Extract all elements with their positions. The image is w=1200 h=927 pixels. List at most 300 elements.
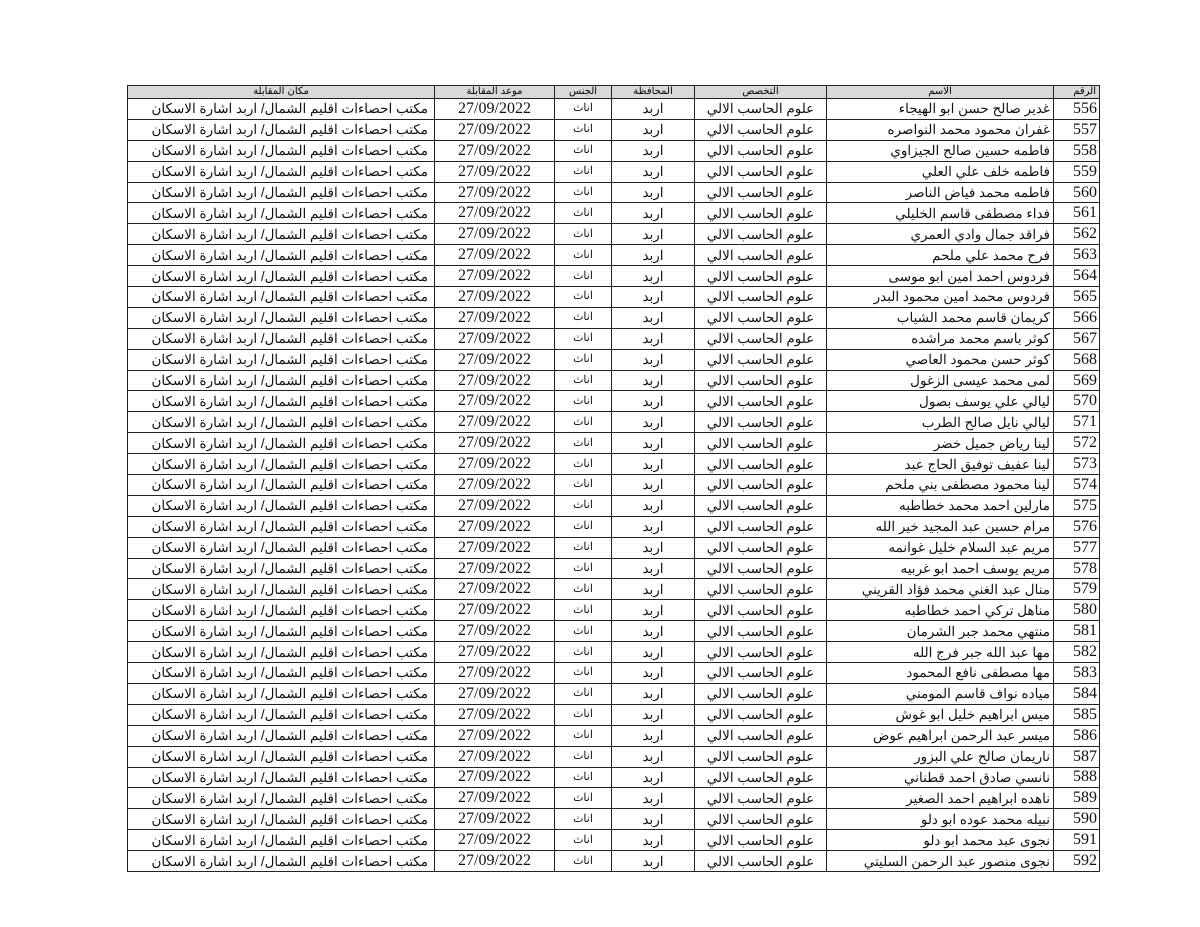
table-row (128, 495, 1100, 516)
cell-gender: اناث (555, 495, 612, 516)
cell-gender: اناث (555, 266, 612, 287)
cell-num: 588 (1054, 767, 1100, 788)
cell-date: 27/09/2022 (435, 683, 555, 704)
table-row (128, 663, 1100, 684)
cell-num: 557 (1054, 119, 1100, 140)
cell-place: مكتب احصاءات اقليم الشمال/ اربد اشارة الاسكان (128, 224, 435, 245)
cell-num: 577 (1054, 537, 1100, 558)
cell-date: 27/09/2022 (435, 119, 555, 140)
cell-governorate: اربد (612, 307, 695, 328)
cell-governorate: اربد (612, 224, 695, 245)
table-row (128, 537, 1100, 558)
table-row (128, 621, 1100, 642)
table-row (128, 746, 1100, 767)
cell-specialty: علوم الحاسب الالي (695, 600, 827, 621)
cell-governorate: اربد (612, 266, 695, 287)
table-row (128, 266, 1100, 287)
cell-name: فراقد جمال وادي العمري (827, 224, 1054, 245)
cell-num: 579 (1054, 579, 1100, 600)
table-row (128, 99, 1100, 120)
cell-num: 587 (1054, 746, 1100, 767)
cell-governorate: اربد (612, 140, 695, 161)
table-row (128, 287, 1100, 308)
cell-date: 27/09/2022 (435, 391, 555, 412)
cell-specialty: علوم الحاسب الالي (695, 704, 827, 725)
table-row (128, 600, 1100, 621)
cell-place: مكتب احصاءات اقليم الشمال/ اربد اشارة الاسكان (128, 495, 435, 516)
cell-gender: اناث (555, 182, 612, 203)
cell-num: 563 (1054, 245, 1100, 266)
table-row (128, 725, 1100, 746)
cell-name: منال عبد الغني محمد فؤاد القريني (827, 579, 1054, 600)
cell-specialty: علوم الحاسب الالي (695, 224, 827, 245)
cell-governorate: اربد (612, 412, 695, 433)
cell-num: 569 (1054, 370, 1100, 391)
cell-place: مكتب احصاءات اقليم الشمال/ اربد اشارة الاسكان (128, 788, 435, 809)
cell-date: 27/09/2022 (435, 287, 555, 308)
cell-place: مكتب احصاءات اقليم الشمال/ اربد اشارة الاسكان (128, 307, 435, 328)
cell-specialty: علوم الحاسب الالي (695, 537, 827, 558)
table-row (128, 412, 1100, 433)
cell-date: 27/09/2022 (435, 851, 555, 872)
cell-name: لينا محمود مصطفى بني ملحم (827, 475, 1054, 496)
header-row (128, 86, 1100, 99)
cell-date: 27/09/2022 (435, 454, 555, 475)
cell-specialty: علوم الحاسب الالي (695, 683, 827, 704)
cell-specialty: علوم الحاسب الالي (695, 433, 827, 454)
cell-num: 580 (1054, 600, 1100, 621)
cell-governorate: اربد (612, 537, 695, 558)
table-row (128, 642, 1100, 663)
cell-num: 589 (1054, 788, 1100, 809)
cell-name: غدير صالح حسن ابو الهيجاء (827, 99, 1054, 120)
cell-governorate: اربد (612, 704, 695, 725)
cell-name: لينا عفيف توفيق الحاج عبد (827, 454, 1054, 475)
cell-specialty: علوم الحاسب الالي (695, 830, 827, 851)
cell-gender: اناث (555, 516, 612, 537)
cell-name: مها مصطفى نافع المحمود (827, 663, 1054, 684)
cell-specialty: علوم الحاسب الالي (695, 99, 827, 120)
cell-date: 27/09/2022 (435, 642, 555, 663)
cell-specialty: علوم الحاسب الالي (695, 454, 827, 475)
cell-governorate: اربد (612, 516, 695, 537)
header-place: مكان المقابلة (128, 86, 435, 99)
cell-specialty: علوم الحاسب الالي (695, 182, 827, 203)
cell-place: مكتب احصاءات اقليم الشمال/ اربد اشارة الاسكان (128, 746, 435, 767)
cell-num: 570 (1054, 391, 1100, 412)
cell-place: مكتب احصاءات اقليم الشمال/ اربد اشارة الاسكان (128, 140, 435, 161)
cell-date: 27/09/2022 (435, 579, 555, 600)
cell-num: 576 (1054, 516, 1100, 537)
cell-date: 27/09/2022 (435, 537, 555, 558)
cell-name: كوثر باسم محمد مراشده (827, 328, 1054, 349)
cell-num: 561 (1054, 203, 1100, 224)
cell-name: فاطمه حسين صالح الجيزاوي (827, 140, 1054, 161)
cell-place: مكتب احصاءات اقليم الشمال/ اربد اشارة الاسكان (128, 475, 435, 496)
cell-governorate: اربد (612, 161, 695, 182)
cell-governorate: اربد (612, 328, 695, 349)
cell-governorate: اربد (612, 746, 695, 767)
cell-specialty: علوم الحاسب الالي (695, 245, 827, 266)
table-row (128, 433, 1100, 454)
cell-gender: اناث (555, 349, 612, 370)
cell-date: 27/09/2022 (435, 495, 555, 516)
cell-date: 27/09/2022 (435, 328, 555, 349)
cell-governorate: اربد (612, 558, 695, 579)
cell-governorate: اربد (612, 767, 695, 788)
table-row (128, 245, 1100, 266)
table-row (128, 328, 1100, 349)
cell-specialty: علوم الحاسب الالي (695, 579, 827, 600)
cell-num: 583 (1054, 663, 1100, 684)
cell-num: 556 (1054, 99, 1100, 120)
cell-name: ليالي علي يوسف بصول (827, 391, 1054, 412)
cell-date: 27/09/2022 (435, 266, 555, 287)
cell-name: مرام حسين عبد المجيد خير الله (827, 516, 1054, 537)
header-num: الرقم (1054, 86, 1100, 99)
cell-name: فاطمه خلف علي العلي (827, 161, 1054, 182)
header-name: الاسم (827, 86, 1054, 99)
table-row (128, 203, 1100, 224)
header-date: موعد المقابلة (435, 86, 555, 99)
cell-governorate: اربد (612, 433, 695, 454)
cell-date: 27/09/2022 (435, 809, 555, 830)
cell-governorate: اربد (612, 119, 695, 140)
cell-date: 27/09/2022 (435, 516, 555, 537)
cell-date: 27/09/2022 (435, 558, 555, 579)
cell-num: 558 (1054, 140, 1100, 161)
cell-specialty: علوم الحاسب الالي (695, 809, 827, 830)
cell-num: 559 (1054, 161, 1100, 182)
cell-name: مها عبد الله جبر فرج الله (827, 642, 1054, 663)
cell-date: 27/09/2022 (435, 412, 555, 433)
cell-governorate: اربد (612, 579, 695, 600)
cell-name: مريم يوسف احمد ابو غربيه (827, 558, 1054, 579)
cell-specialty: علوم الحاسب الالي (695, 495, 827, 516)
cell-governorate: اربد (612, 182, 695, 203)
cell-governorate: اربد (612, 475, 695, 496)
cell-specialty: علوم الحاسب الالي (695, 140, 827, 161)
cell-gender: اناث (555, 809, 612, 830)
cell-governorate: اربد (612, 245, 695, 266)
cell-name: غفران محمود محمد النواصره (827, 119, 1054, 140)
cell-date: 27/09/2022 (435, 182, 555, 203)
cell-gender: اناث (555, 287, 612, 308)
cell-name: نبيله محمد عوده ابو دلو (827, 809, 1054, 830)
table-row (128, 224, 1100, 245)
cell-gender: اناث (555, 475, 612, 496)
table-row (128, 683, 1100, 704)
header-specialty: التخصص (695, 86, 827, 99)
cell-place: مكتب احصاءات اقليم الشمال/ اربد اشارة الاسكان (128, 600, 435, 621)
cell-specialty: علوم الحاسب الالي (695, 328, 827, 349)
cell-name: مناهل تركي احمد خطاطبه (827, 600, 1054, 621)
cell-num: 581 (1054, 621, 1100, 642)
cell-specialty: علوم الحاسب الالي (695, 370, 827, 391)
cell-governorate: اربد (612, 287, 695, 308)
cell-date: 27/09/2022 (435, 140, 555, 161)
cell-place: مكتب احصاءات اقليم الشمال/ اربد اشارة الاسكان (128, 370, 435, 391)
cell-place: مكتب احصاءات اقليم الشمال/ اربد اشارة الاسكان (128, 830, 435, 851)
cell-date: 27/09/2022 (435, 767, 555, 788)
cell-num: 574 (1054, 475, 1100, 496)
cell-governorate: اربد (612, 203, 695, 224)
cell-governorate: اربد (612, 725, 695, 746)
cell-num: 582 (1054, 642, 1100, 663)
cell-place: مكتب احصاءات اقليم الشمال/ اربد اشارة الاسكان (128, 516, 435, 537)
cell-num: 560 (1054, 182, 1100, 203)
cell-num: 568 (1054, 349, 1100, 370)
cell-num: 567 (1054, 328, 1100, 349)
table-row (128, 809, 1100, 830)
cell-name: ميسر عبد الرحمن ابراهيم عوض (827, 725, 1054, 746)
table-row (128, 579, 1100, 600)
cell-gender: اناث (555, 99, 612, 120)
cell-gender: اناث (555, 725, 612, 746)
table-row (128, 475, 1100, 496)
cell-date: 27/09/2022 (435, 746, 555, 767)
interview-schedule-table (127, 85, 1100, 872)
cell-num: 575 (1054, 495, 1100, 516)
cell-date: 27/09/2022 (435, 475, 555, 496)
cell-gender: اناث (555, 704, 612, 725)
cell-gender: اناث (555, 245, 612, 266)
cell-governorate: اربد (612, 851, 695, 872)
cell-num: 585 (1054, 704, 1100, 725)
cell-place: مكتب احصاءات اقليم الشمال/ اربد اشارة الاسكان (128, 328, 435, 349)
cell-governorate: اربد (612, 99, 695, 120)
cell-gender: اناث (555, 161, 612, 182)
cell-gender: اناث (555, 621, 612, 642)
cell-place: مكتب احصاءات اقليم الشمال/ اربد اشارة الاسكان (128, 391, 435, 412)
cell-place: مكتب احصاءات اقليم الشمال/ اربد اشارة الاسكان (128, 683, 435, 704)
cell-name: لينا رياض جميل خضر (827, 433, 1054, 454)
cell-specialty: علوم الحاسب الالي (695, 725, 827, 746)
cell-date: 27/09/2022 (435, 161, 555, 182)
cell-specialty: علوم الحاسب الالي (695, 851, 827, 872)
cell-place: مكتب احصاءات اقليم الشمال/ اربد اشارة الاسكان (128, 725, 435, 746)
table-row (128, 516, 1100, 537)
cell-date: 27/09/2022 (435, 349, 555, 370)
cell-place: مكتب احصاءات اقليم الشمال/ اربد اشارة الاسكان (128, 642, 435, 663)
cell-place: مكتب احصاءات اقليم الشمال/ اربد اشارة الاسكان (128, 809, 435, 830)
cell-gender: اناث (555, 203, 612, 224)
cell-date: 27/09/2022 (435, 433, 555, 454)
cell-place: مكتب احصاءات اقليم الشمال/ اربد اشارة الاسكان (128, 454, 435, 475)
cell-specialty: علوم الحاسب الالي (695, 767, 827, 788)
cell-gender: اناث (555, 224, 612, 245)
table-row (128, 830, 1100, 851)
cell-place: مكتب احصاءات اقليم الشمال/ اربد اشارة الاسكان (128, 203, 435, 224)
table-row (128, 140, 1100, 161)
cell-name: فداء مصطفى قاسم الخليلي (827, 203, 1054, 224)
cell-name: منتهي محمد جبر الشرمان (827, 621, 1054, 642)
cell-gender: اناث (555, 788, 612, 809)
cell-name: فردوس احمد امين ابو موسى (827, 266, 1054, 287)
cell-governorate: اربد (612, 642, 695, 663)
cell-name: مياده نواف قاسم المومني (827, 683, 1054, 704)
cell-place: مكتب احصاءات اقليم الشمال/ اربد اشارة الاسكان (128, 412, 435, 433)
cell-name: ناريمان صالح علي البزور (827, 746, 1054, 767)
cell-place: مكتب احصاءات اقليم الشمال/ اربد اشارة الاسكان (128, 182, 435, 203)
table-row (128, 391, 1100, 412)
cell-date: 27/09/2022 (435, 600, 555, 621)
cell-name: نجوى منصور عبد الرحمن السليتي (827, 851, 1054, 872)
cell-date: 27/09/2022 (435, 245, 555, 266)
table-row (128, 558, 1100, 579)
cell-governorate: اربد (612, 370, 695, 391)
table-row (128, 182, 1100, 203)
cell-num: 586 (1054, 725, 1100, 746)
table-row (128, 119, 1100, 140)
cell-name: لمى محمد عيسى الزغول (827, 370, 1054, 391)
cell-date: 27/09/2022 (435, 663, 555, 684)
cell-gender: اناث (555, 328, 612, 349)
cell-num: 566 (1054, 307, 1100, 328)
cell-place: مكتب احصاءات اقليم الشمال/ اربد اشارة الاسكان (128, 537, 435, 558)
header-governorate: المحافظة (612, 86, 695, 99)
cell-specialty: علوم الحاسب الالي (695, 203, 827, 224)
cell-gender: اناث (555, 579, 612, 600)
cell-num: 584 (1054, 683, 1100, 704)
cell-name: ليالي نايل صالح الطرب (827, 412, 1054, 433)
cell-place: مكتب احصاءات اقليم الشمال/ اربد اشارة الاسكان (128, 558, 435, 579)
cell-name: فرح محمد علي ملحم (827, 245, 1054, 266)
cell-place: مكتب احصاءات اقليم الشمال/ اربد اشارة الاسكان (128, 119, 435, 140)
cell-name: ميس ابراهيم خليل ابو غوش (827, 704, 1054, 725)
cell-specialty: علوم الحاسب الالي (695, 266, 827, 287)
cell-place: مكتب احصاءات اقليم الشمال/ اربد اشارة الاسكان (128, 266, 435, 287)
cell-name: مارلين احمد محمد خطاطبه (827, 495, 1054, 516)
cell-num: 564 (1054, 266, 1100, 287)
cell-gender: اناث (555, 412, 612, 433)
cell-place: مكتب احصاءات اقليم الشمال/ اربد اشارة الاسكان (128, 851, 435, 872)
cell-specialty: علوم الحاسب الالي (695, 788, 827, 809)
cell-gender: اناث (555, 683, 612, 704)
cell-specialty: علوم الحاسب الالي (695, 558, 827, 579)
table-row (128, 370, 1100, 391)
cell-governorate: اربد (612, 600, 695, 621)
cell-specialty: علوم الحاسب الالي (695, 663, 827, 684)
cell-num: 572 (1054, 433, 1100, 454)
cell-gender: اناث (555, 307, 612, 328)
cell-num: 573 (1054, 454, 1100, 475)
cell-date: 27/09/2022 (435, 307, 555, 328)
cell-gender: اناث (555, 433, 612, 454)
cell-date: 27/09/2022 (435, 203, 555, 224)
cell-gender: اناث (555, 119, 612, 140)
cell-date: 27/09/2022 (435, 224, 555, 245)
cell-num: 565 (1054, 287, 1100, 308)
cell-date: 27/09/2022 (435, 704, 555, 725)
cell-specialty: علوم الحاسب الالي (695, 349, 827, 370)
cell-specialty: علوم الحاسب الالي (695, 475, 827, 496)
cell-gender: اناث (555, 767, 612, 788)
cell-name: مريم عبد السلام خليل غوانمه (827, 537, 1054, 558)
cell-name: كريمان قاسم محمد الشياب (827, 307, 1054, 328)
cell-specialty: علوم الحاسب الالي (695, 287, 827, 308)
cell-place: مكتب احصاءات اقليم الشمال/ اربد اشارة الاسكان (128, 663, 435, 684)
cell-gender: اناث (555, 370, 612, 391)
table-body (128, 99, 1100, 872)
cell-name: فردوس محمد امين محمود البدر (827, 287, 1054, 308)
cell-governorate: اربد (612, 495, 695, 516)
cell-num: 571 (1054, 412, 1100, 433)
cell-place: مكتب احصاءات اقليم الشمال/ اربد اشارة الاسكان (128, 767, 435, 788)
cell-gender: اناث (555, 600, 612, 621)
cell-governorate: اربد (612, 663, 695, 684)
table-row (128, 788, 1100, 809)
cell-governorate: اربد (612, 809, 695, 830)
cell-place: مكتب احصاءات اقليم الشمال/ اربد اشارة الاسكان (128, 433, 435, 454)
cell-governorate: اربد (612, 683, 695, 704)
cell-governorate: اربد (612, 830, 695, 851)
cell-num: 590 (1054, 809, 1100, 830)
cell-name: ناهده ابراهيم احمد الصغير (827, 788, 1054, 809)
table-row (128, 454, 1100, 475)
cell-gender: اناث (555, 746, 612, 767)
cell-place: مكتب احصاءات اقليم الشمال/ اربد اشارة الاسكان (128, 161, 435, 182)
cell-place: مكتب احصاءات اقليم الشمال/ اربد اشارة الاسكان (128, 245, 435, 266)
cell-governorate: اربد (612, 454, 695, 475)
cell-place: مكتب احصاءات اقليم الشمال/ اربد اشارة الاسكان (128, 621, 435, 642)
table-row (128, 161, 1100, 182)
cell-name: كوثر حسن محمود العاصي (827, 349, 1054, 370)
cell-num: 591 (1054, 830, 1100, 851)
cell-date: 27/09/2022 (435, 99, 555, 120)
header-gender: الجنس (555, 86, 612, 99)
cell-specialty: علوم الحاسب الالي (695, 307, 827, 328)
table-row (128, 704, 1100, 725)
cell-specialty: علوم الحاسب الالي (695, 746, 827, 767)
cell-num: 592 (1054, 851, 1100, 872)
table-row (128, 307, 1100, 328)
cell-gender: اناث (555, 830, 612, 851)
cell-num: 578 (1054, 558, 1100, 579)
cell-specialty: علوم الحاسب الالي (695, 516, 827, 537)
cell-specialty: علوم الحاسب الالي (695, 621, 827, 642)
cell-governorate: اربد (612, 788, 695, 809)
cell-date: 27/09/2022 (435, 830, 555, 851)
cell-specialty: علوم الحاسب الالي (695, 642, 827, 663)
table-row (128, 767, 1100, 788)
cell-gender: اناث (555, 851, 612, 872)
cell-specialty: علوم الحاسب الالي (695, 119, 827, 140)
cell-num: 562 (1054, 224, 1100, 245)
cell-specialty: علوم الحاسب الالي (695, 161, 827, 182)
cell-specialty: علوم الحاسب الالي (695, 412, 827, 433)
cell-governorate: اربد (612, 621, 695, 642)
cell-date: 27/09/2022 (435, 370, 555, 391)
cell-date: 27/09/2022 (435, 621, 555, 642)
cell-governorate: اربد (612, 391, 695, 412)
table-row (128, 851, 1100, 872)
cell-date: 27/09/2022 (435, 788, 555, 809)
cell-name: نجوى عبد محمد ابو دلو (827, 830, 1054, 851)
cell-place: مكتب احصاءات اقليم الشمال/ اربد اشارة الاسكان (128, 99, 435, 120)
table-row (128, 349, 1100, 370)
cell-gender: اناث (555, 537, 612, 558)
cell-place: مكتب احصاءات اقليم الشمال/ اربد اشارة الاسكان (128, 349, 435, 370)
cell-name: فاطمه محمد فياض الناصر (827, 182, 1054, 203)
cell-specialty: علوم الحاسب الالي (695, 391, 827, 412)
cell-gender: اناث (555, 663, 612, 684)
cell-gender: اناث (555, 454, 612, 475)
cell-name: نانسي صادق احمد قطناني (827, 767, 1054, 788)
cell-place: مكتب احصاءات اقليم الشمال/ اربد اشارة الاسكان (128, 704, 435, 725)
cell-place: مكتب احصاءات اقليم الشمال/ اربد اشارة الاسكان (128, 579, 435, 600)
cell-place: مكتب احصاءات اقليم الشمال/ اربد اشارة الاسكان (128, 287, 435, 308)
